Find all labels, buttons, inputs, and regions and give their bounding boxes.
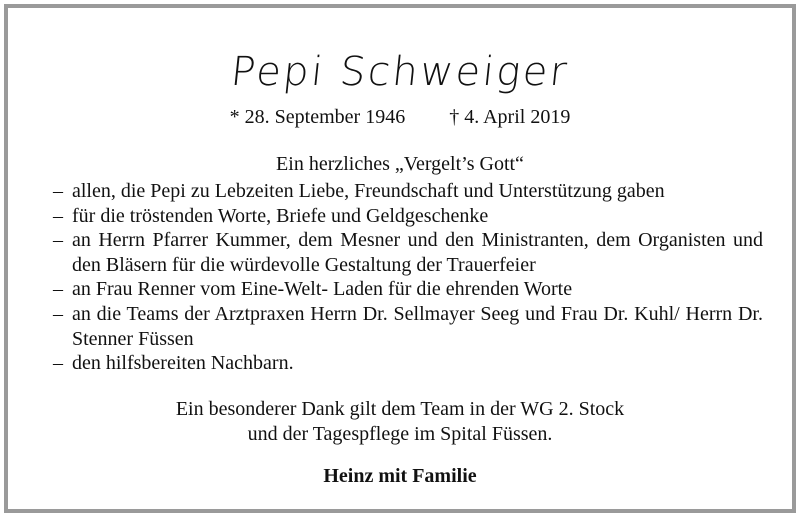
list-item: – allen, die Pepi zu Lebzeiten Liebe, Freundschaft und Unterstützung gaben	[53, 180, 665, 202]
birth-date: * 28. September 1946	[229, 106, 406, 128]
special-thanks	[8, 397, 792, 446]
list-item: – den hilfsbereiten Nachbarn.	[53, 352, 294, 375]
life-dates	[8, 104, 792, 130]
list-item: – an Herrn Pfarrer Kummer, dem Mesner und den Ministranten, dem Organisten und den Bläsern für die würdevolle Gestaltung der Trauerfeier	[53, 229, 763, 276]
notice-frame	[4, 4, 796, 513]
signature: Heinz mit Familie	[323, 465, 477, 487]
death-date: † 4. April 2019	[449, 106, 571, 128]
special-thanks-line-2: und der Tagespflege im Spital Füssen.	[247, 422, 553, 445]
deceased-name: Pepi Schweiger	[228, 49, 572, 95]
list-item: – für die tröstenden Worte, Briefe und Geldgeschenke	[53, 204, 489, 227]
intro-line: Ein herzliches „Vergelt’s Gott“	[276, 153, 524, 175]
thanks-list	[53, 179, 763, 376]
list-item: – an Frau Renner vom Eine-Welt- Laden für die ehrenden Worte	[53, 278, 573, 301]
special-thanks-line-1: Ein besonderer Dank gilt dem Team in der WG 2. Stock	[175, 398, 625, 420]
list-item: – an die Teams der Arztpraxen Herrn Dr. Sellmayer Seeg und Frau Dr. Kuhl/ Herrn Dr. Stenner Füssen	[53, 302, 763, 350]
